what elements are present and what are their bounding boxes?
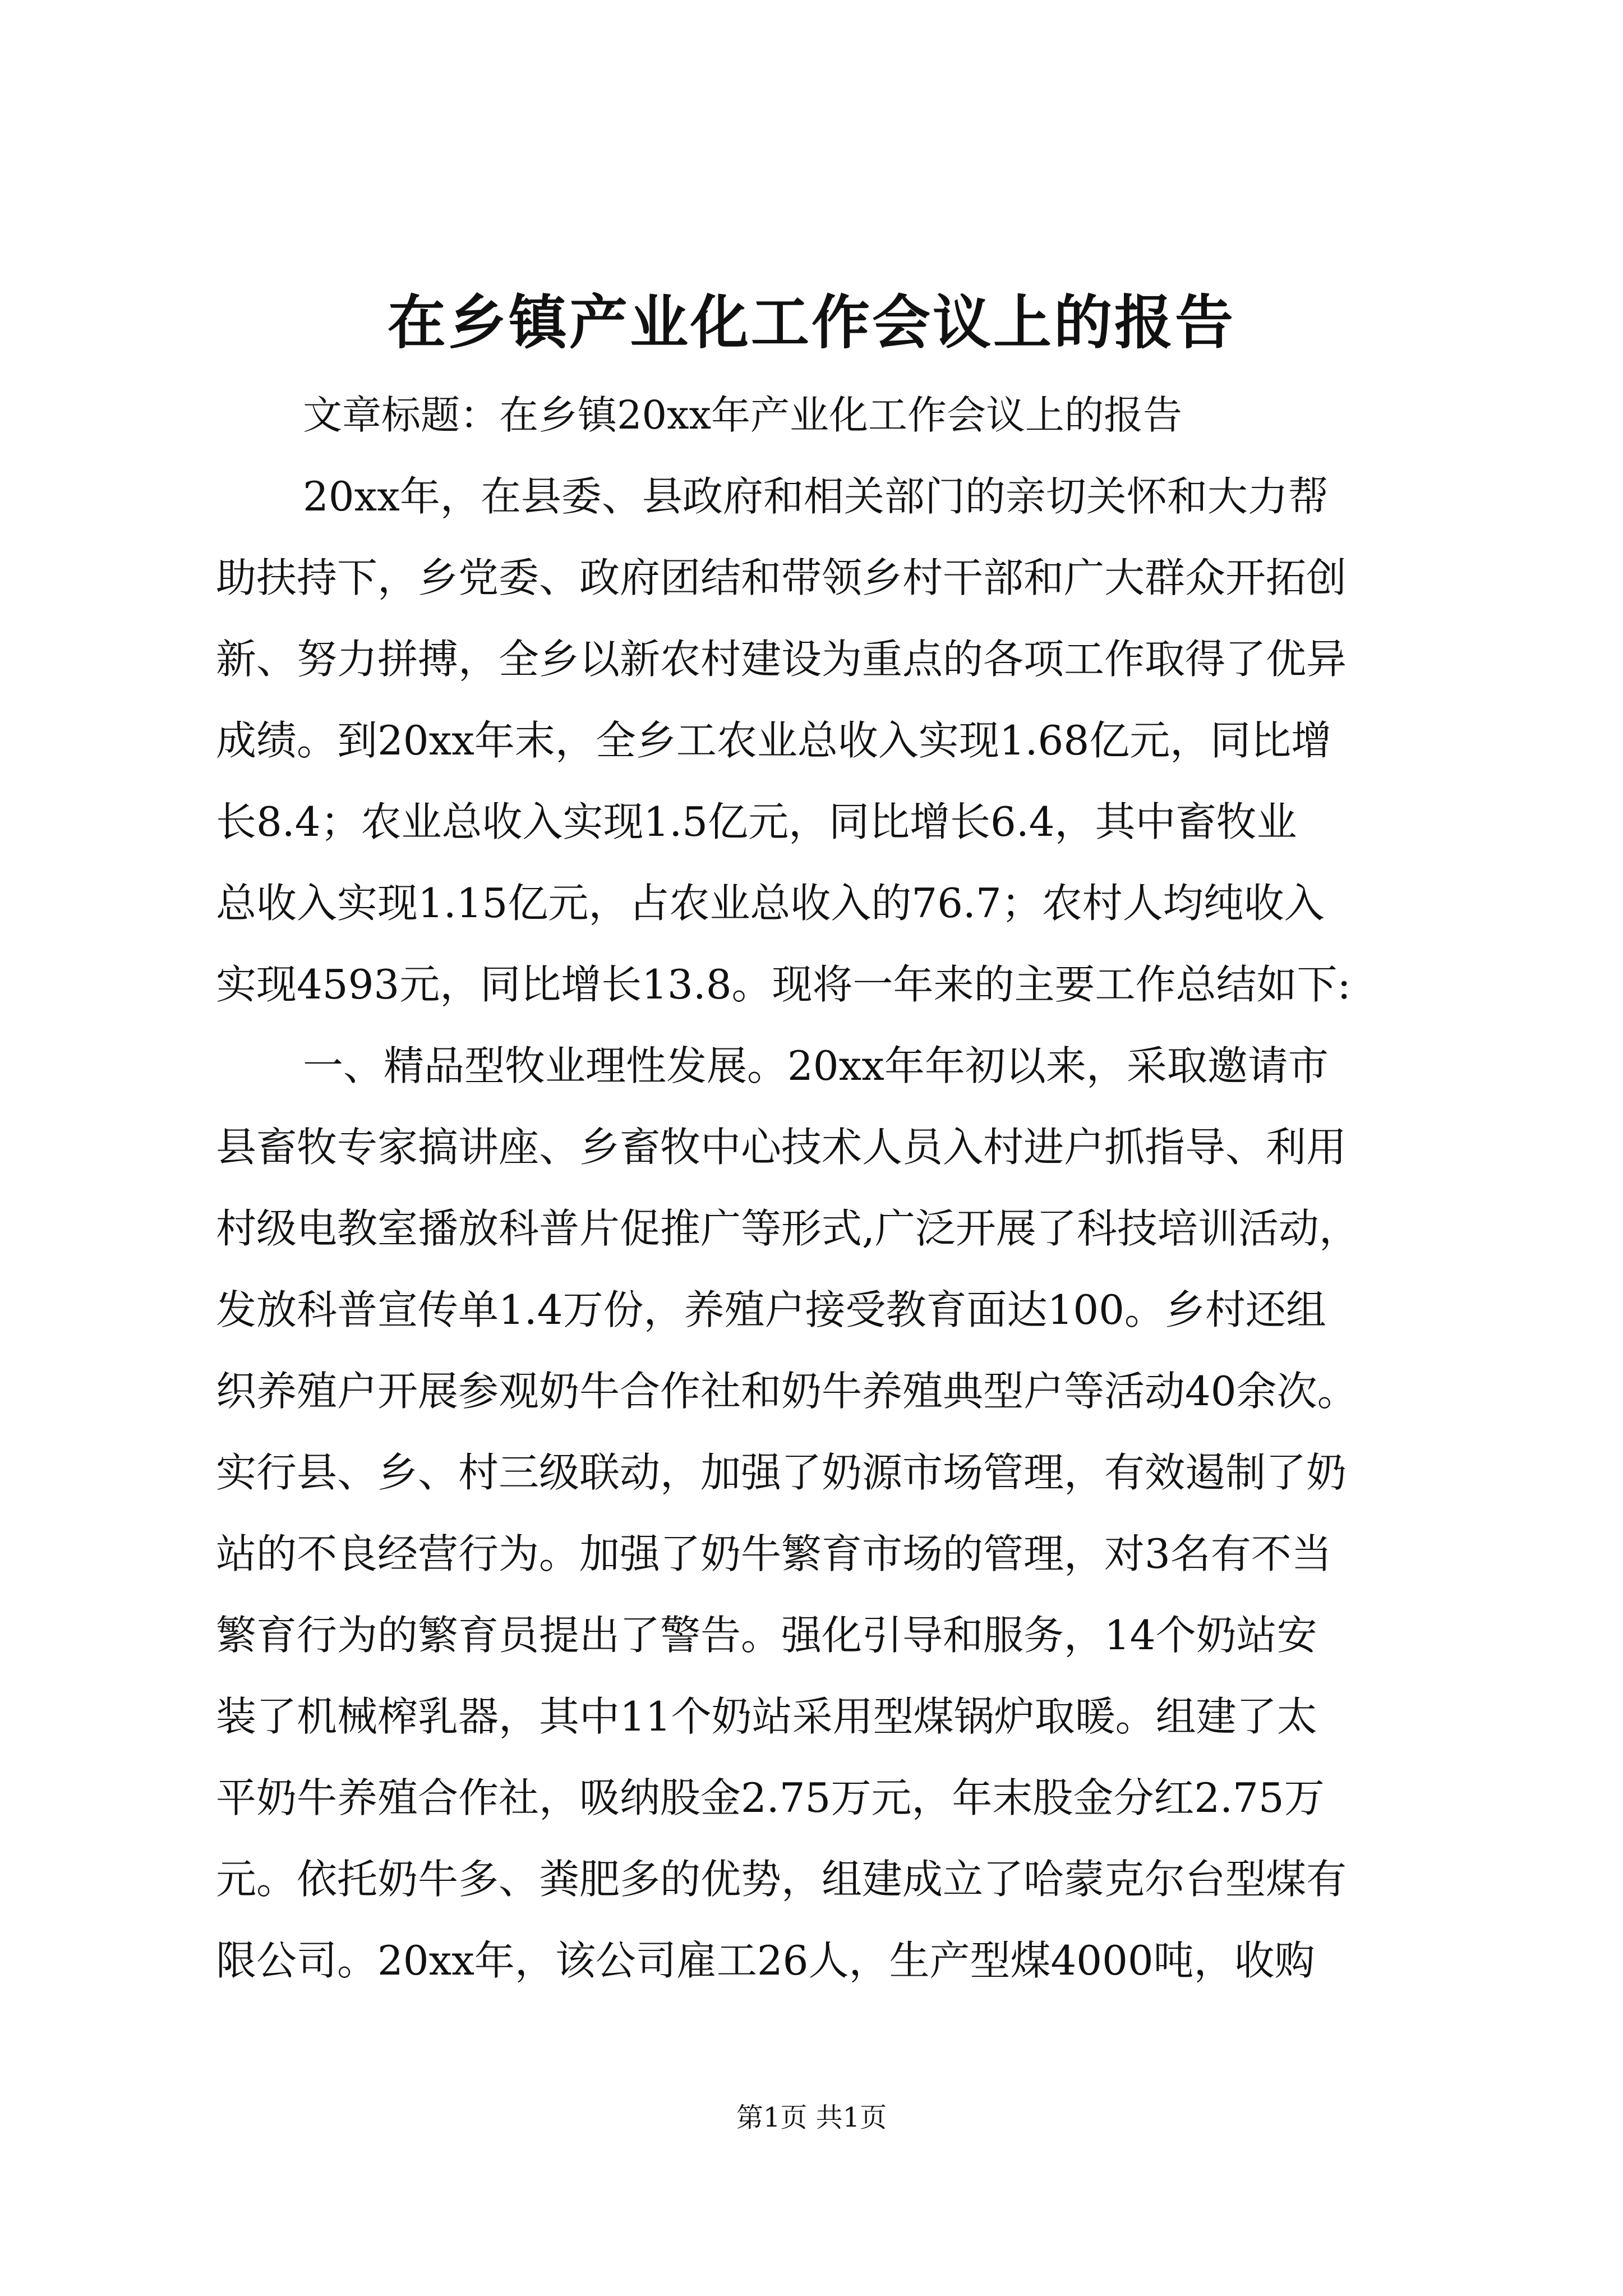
body-line: 站的不良经营行为。加强了奶牛繁育市场的管理，对3名有不当 [216, 1530, 1332, 1577]
body-line: 发放科普宣传单1.4万份，养殖户接受教育面达100。乡村还组 [216, 1286, 1326, 1333]
body-line: 20xx年，在县委、县政府和相关部门的亲切关怀和大力帮 [303, 473, 1329, 520]
body-line: 限公司。20xx年，该公司雇工26人，生产型煤4000吨，收购 [216, 1937, 1315, 1984]
body-line: 县畜牧专家搞讲座、乡畜牧中心技术人员入村进户抓指导、利用 [216, 1124, 1347, 1171]
body-line: 助扶持下，乡党委、政府团结和带领乡村干部和广大群众开拓创 [216, 554, 1347, 601]
body-line: 实现4593元，同比增长13.8。现将一年来的主要工作总结如下: [216, 961, 1351, 1008]
page-footer: 第1页 共1页 [736, 2102, 887, 2133]
body-line: 村级电教室播放科普片促推广等形式,广泛开展了科技培训活动， [216, 1205, 1359, 1252]
body-line: 元。依托奶牛多、粪肥多的优势，组建成立了哈蒙克尔台型煤有 [216, 1856, 1347, 1903]
body-line: 一、精品型牧业理性发展。20xx年年初以来，采取邀请市 [303, 1042, 1329, 1089]
body-line: 新、努力拼搏，全乡以新农村建设为重点的各项工作取得了优异 [216, 636, 1347, 683]
body-line: 繁育行为的繁育员提出了警告。强化引导和服务，14个奶站安 [216, 1612, 1317, 1659]
body-line: 总收入实现1.15亿元，占农业总收入的76.7；农村人均纯收入 [216, 880, 1325, 927]
document-title: 在乡镇产业化工作会议上的报告 [387, 288, 1235, 357]
article-subtitle: 文章标题：在乡镇20xx年产业化工作会议上的报告 [303, 392, 1183, 438]
body-line: 平奶牛养殖合作社，吸纳股金2.75万元，年末股金分红2.75万 [216, 1774, 1325, 1821]
body-line: 长8.4；农业总收入实现1.5亿元，同比增长6.4，其中畜牧业 [216, 798, 1297, 845]
body-line: 装了机械榨乳器，其中11个奶站采用型煤锅炉取暖。组建了太 [216, 1693, 1317, 1740]
body-line: 成绩。到20xx年末，全乡工农业总收入实现1.68亿元，同比增 [216, 717, 1332, 764]
body-line: 织养殖户开展参观奶牛合作社和奶牛养殖典型户等活动40余次。 [216, 1368, 1358, 1415]
body-line: 实行县、乡、村三级联动，加强了奶源市场管理，有效遏制了奶 [216, 1449, 1347, 1496]
